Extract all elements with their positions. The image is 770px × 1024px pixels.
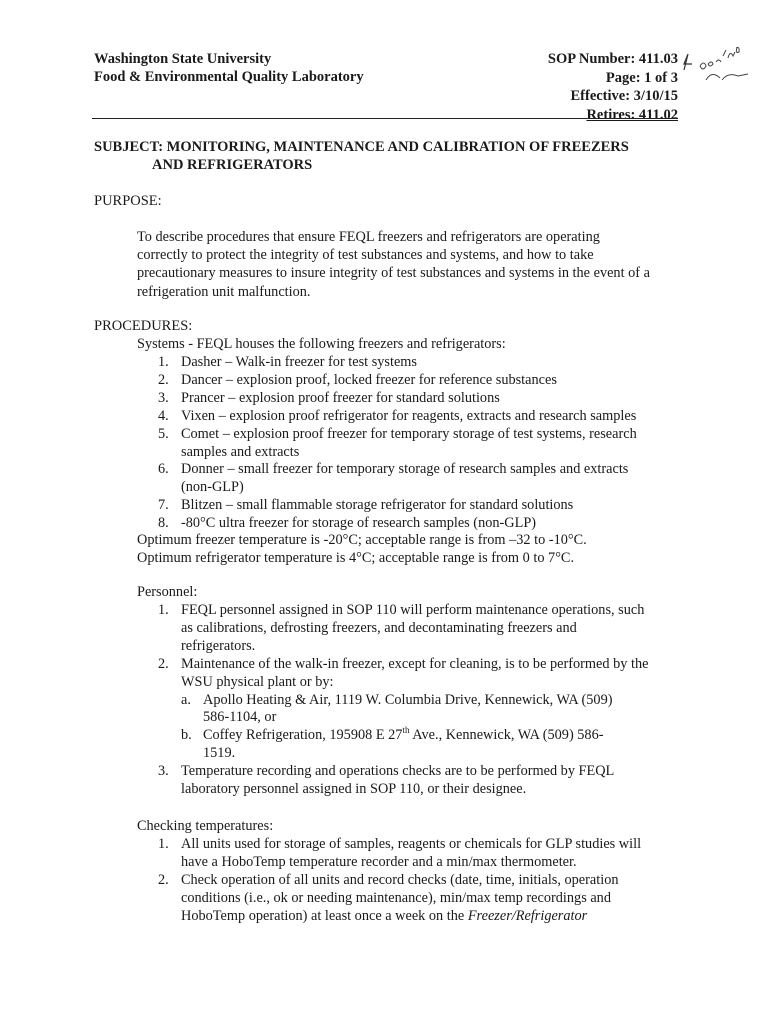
fridge-temp-range: Optimum refrigerator temperature is 4°C; acceptable range is from 0 to 7°C. bbox=[137, 550, 575, 566]
subject-line-1: SUBJECT: MONITORING, MAINTENANCE AND CALIBRATION OF FREEZERS bbox=[94, 139, 629, 155]
header-right bbox=[548, 50, 678, 124]
list-item: 3. Temperature recording and operations checks are to be performed by FEQL laboratory personnel assigned in SOP 110, or their designee. bbox=[158, 763, 615, 798]
list-item: a. Apollo Heating & Air, 1119 W. Columbia Drive, Kennewick, WA (509) 586-1104, or bbox=[181, 691, 613, 726]
purpose-line: refrigeration unit malfunction. bbox=[137, 283, 311, 300]
systems-intro: Systems - FEQL houses the following freezers and refrigerators: bbox=[137, 336, 506, 352]
list-item: 4. Vixen – explosion proof refrigerator for reagents, extracts and research samples bbox=[158, 407, 637, 424]
list-item: 8. -80°C ultra freezer for storage of research samples (non-GLP) bbox=[158, 515, 537, 532]
list-item: 7. Blitzen – small flammable storage refrigerator for standard solutions bbox=[158, 497, 574, 514]
university-name: Washington State University bbox=[94, 51, 272, 67]
retires: Retires: 411.02 bbox=[586, 106, 678, 123]
checking-list bbox=[158, 836, 678, 926]
subject-line-2: AND REFRIGERATORS bbox=[152, 157, 313, 173]
freezer-temp-range: Optimum freezer temperature is -20°C; acceptable range is from –32 to -10°C. bbox=[137, 532, 587, 548]
procedures-heading: PROCEDURES: bbox=[94, 318, 193, 334]
handwritten-initials-icon bbox=[676, 40, 756, 90]
list-item: 2. Dancer – explosion proof, locked freezer for reference substances bbox=[158, 371, 557, 388]
list-item: 1. FEQL personnel assigned in SOP 110 will perform maintenance operations, such as calibrations, defrosting freezers, and decontaminating freezers and refrigerators. bbox=[158, 602, 645, 654]
list-item: 2. Check operation of all units and record checks (date, time, initials, operation conditions (i.e., ok or needing maintenance), min/max temp recordings and HoboTemp operation) at least once a week on the Freezer/Refrigerator bbox=[158, 871, 619, 924]
list-item: 2. Maintenance of the walk-in freezer, except for cleaning, is to be performed by the WSU physical plant or by: bbox=[158, 655, 649, 690]
purpose-line: To describe procedures that ensure FEQL freezers and refrigerators are operating bbox=[137, 229, 600, 245]
effective-date: Effective: 3/10/15 bbox=[570, 88, 678, 104]
checking-temperatures-heading: Checking temperatures: bbox=[137, 818, 274, 834]
personnel-heading: Personnel: bbox=[137, 584, 198, 600]
list-item: b. Coffey Refrigeration, 195908 E 27th Ave., Kennewick, WA (509) 586- 1519. bbox=[181, 725, 604, 762]
page-number: Page: 1 of 3 bbox=[605, 69, 678, 86]
lab-name: Food & Environmental Quality Laboratory bbox=[94, 69, 364, 85]
unit-list bbox=[158, 354, 678, 533]
purpose-paragraph bbox=[137, 228, 687, 301]
list-item: 3. Prancer – explosion proof freezer for standard solutions bbox=[158, 389, 500, 406]
personnel-list bbox=[158, 602, 678, 799]
contractor-list bbox=[158, 692, 678, 764]
list-item: 1. All units used for storage of samples, reagents or chemicals for GLP studies will have a HoboTemp temperature recorder and a min/max thermometer. bbox=[158, 836, 642, 870]
purpose-line: correctly to protect the integrity of test substances and systems, and how to take bbox=[137, 247, 594, 264]
header-left bbox=[94, 50, 364, 86]
purpose-heading: PURPOSE: bbox=[94, 193, 162, 209]
sop-number: SOP Number: 411.03 bbox=[547, 51, 678, 67]
list-item: 6. Donner – small freezer for temporary storage of research samples and extracts (non-GLP) bbox=[158, 461, 629, 496]
temperature-ranges bbox=[137, 531, 587, 567]
list-item: 5. Comet – explosion proof freezer for temporary storage of test systems, research samples and extracts bbox=[158, 425, 637, 460]
purpose-line: precautionary measures to insure integrity of test substances and systems in the event of a bbox=[137, 265, 650, 282]
subject bbox=[94, 138, 629, 174]
header-divider bbox=[92, 118, 678, 119]
list-item: 1. Dasher – Walk-in freezer for test systems bbox=[158, 354, 417, 370]
